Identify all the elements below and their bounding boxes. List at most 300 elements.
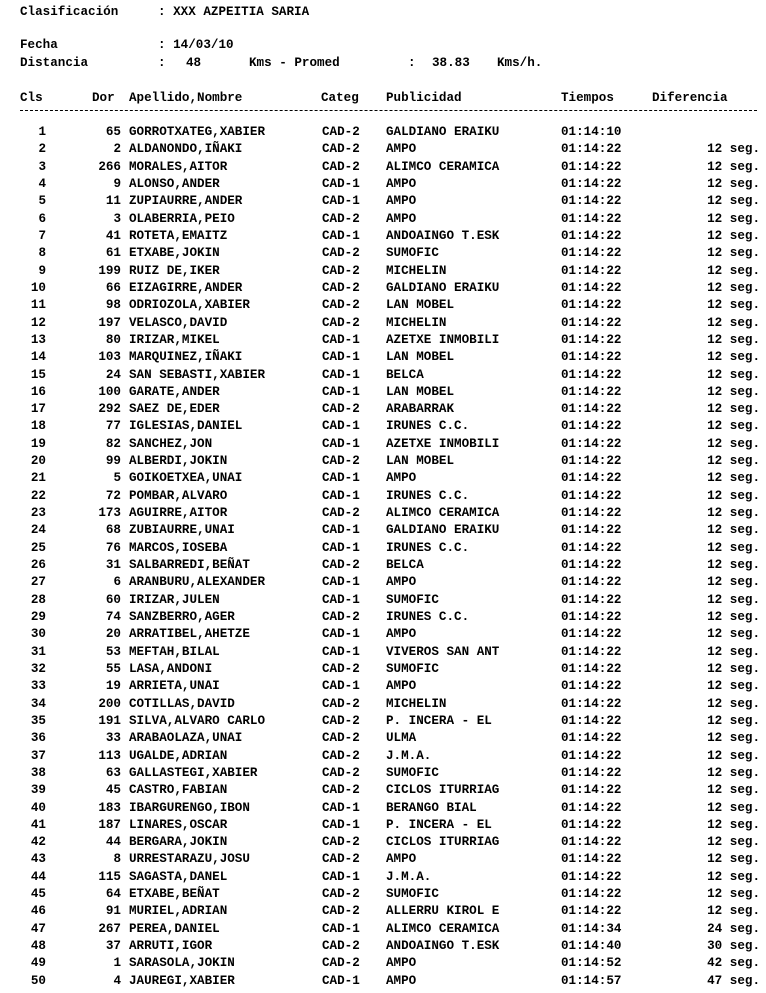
fecha-label: Fecha [20,38,58,52]
dor-cell: 197 [98,315,121,330]
table-row [0,263,766,280]
name-cell: RUIZ DE,IKER [129,263,220,278]
diff-cell: 12 seg. [707,159,760,174]
diff-cell: 12 seg. [707,263,760,278]
time-cell: 01:14:22 [561,471,622,486]
categ-cell: CAD-1 [322,367,360,382]
dor-cell: 41 [105,228,121,243]
name-cell: AGUIRRE,AITOR [129,506,228,520]
col-dor-header: Dor [92,91,115,105]
time-cell: 01:14:22 [561,783,622,798]
categ-cell: CAD-2 [322,402,360,417]
cls-cell: 42 [30,835,46,850]
name-cell: IGLESIAS,DANIEL [129,419,243,434]
categ-cell: CAD-2 [322,783,360,798]
cls-cell: 37 [30,748,46,763]
cls-cell: 44 [30,869,46,884]
clasificacion-label: Clasificación [20,5,119,19]
publicidad-cell: ALIMCO CERAMICA [386,159,500,174]
diff-cell: 12 seg. [707,679,760,694]
name-cell: ARANBURU,ALEXANDER [129,575,266,590]
name-cell: ROTETA,EMAITZ [129,228,228,243]
dor-cell: 98 [105,298,121,313]
categ-cell: CAD-1 [322,228,360,243]
fecha-value: : 14/03/10 [158,38,234,52]
table-row [0,176,766,193]
name-cell: MURIEL,ADRIAN [129,904,228,919]
cls-cell: 3 [38,159,46,174]
dor-cell: 292 [98,402,121,417]
categ-cell: CAD-1 [322,177,360,191]
publicidad-cell: IRUNES C.C. [386,419,470,434]
cls-cell: 25 [30,540,46,555]
publicidad-cell: AMPO [386,852,417,867]
dor-cell: 44 [105,835,121,850]
diff-cell: 12 seg. [707,332,760,347]
categ-cell: CAD-2 [322,852,360,867]
time-cell: 01:14:22 [561,731,622,746]
name-cell: COTILLAS,DAVID [129,696,235,711]
dor-cell: 66 [105,280,121,295]
name-cell: MORALES,AITOR [129,159,228,174]
col-publicidad-header: Publicidad [386,91,462,105]
time-cell: 01:14:22 [561,298,622,313]
publicidad-cell: AMPO [386,575,417,590]
time-cell: 01:14:22 [561,627,622,642]
cls-cell: 45 [30,887,46,902]
diff-cell: 12 seg. [707,558,760,572]
diff-cell: 12 seg. [707,748,760,763]
name-cell: SAGASTA,DANEL [129,869,228,884]
name-cell: ALDANONDO,IÑAKI [129,142,243,157]
time-cell: 01:14:22 [561,887,622,902]
table-row [0,782,766,799]
dor-cell: 45 [105,783,121,798]
categ-cell: CAD-2 [322,748,360,763]
table-row [0,574,766,591]
name-cell: GOIKOETXEA,UNAI [129,471,243,486]
categ-cell: CAD-1 [322,973,360,988]
table-row [0,522,766,539]
table-row [0,834,766,851]
categ-cell: CAD-2 [322,211,360,226]
publicidad-cell: ARABARRAK [386,402,455,417]
cls-cell: 39 [30,783,46,798]
time-cell: 01:14:22 [561,280,622,295]
categ-cell: CAD-2 [322,159,360,174]
table-row [0,488,766,505]
table-row [0,557,766,574]
cls-cell: 4 [38,177,46,191]
publicidad-cell: LAN MOBEL [386,350,455,365]
publicidad-cell: AMPO [386,471,417,486]
time-cell: 01:14:22 [561,661,622,676]
table-row [0,713,766,730]
table-row [0,626,766,643]
name-cell: SAEZ DE,EDER [129,402,220,417]
diff-cell: 12 seg. [707,644,760,659]
col-diferencia-header: Diferencia [652,91,728,105]
diff-cell: 12 seg. [707,471,760,486]
diff-cell: 12 seg. [707,246,760,261]
categ-cell: CAD-2 [322,315,360,330]
publicidad-cell: LAN MOBEL [386,298,455,313]
time-cell: 01:14:22 [561,540,622,555]
dor-cell: 76 [105,540,121,555]
table-row [0,245,766,262]
diff-cell: 12 seg. [707,661,760,676]
dor-cell: 61 [105,246,121,261]
time-cell: 01:14:22 [561,558,622,572]
dor-cell: 99 [105,454,121,469]
time-cell: 01:14:22 [561,454,622,469]
name-cell: LINARES,OSCAR [129,817,228,832]
categ-cell: CAD-1 [322,194,360,209]
cls-cell: 47 [30,921,46,936]
dor-cell: 24 [105,367,121,382]
categ-cell: CAD-2 [322,956,360,971]
table-row [0,505,766,522]
diff-cell: 12 seg. [707,610,760,624]
time-cell: 01:14:22 [561,228,622,243]
kms-label: Kms - Promed [249,56,340,70]
table-row [0,921,766,938]
categ-cell: CAD-2 [322,835,360,850]
name-cell: GARATE,ANDER [129,384,220,399]
publicidad-cell: AZETXE INMOBILI [386,436,500,451]
categ-cell: CAD-2 [322,142,360,157]
dor-cell: 64 [105,887,121,902]
name-cell: OLABERRIA,PEIO [129,211,235,226]
publicidad-cell: MICHELIN [386,696,447,711]
publicidad-cell: ALIMCO CERAMICA [386,921,500,936]
table-row [0,124,766,141]
name-cell: LASA,ANDONI [129,661,213,676]
table-row [0,418,766,435]
diff-cell: 12 seg. [707,488,760,503]
publicidad-cell: AZETXE INMOBILI [386,332,500,347]
cls-cell: 6 [38,211,46,226]
dor-cell: 65 [105,125,121,139]
cls-cell: 32 [30,661,46,676]
table-row [0,592,766,609]
name-cell: VELASCO,DAVID [129,315,228,330]
table-row [0,228,766,245]
diff-cell: 12 seg. [707,194,760,209]
dor-cell: 77 [105,419,121,434]
table-row [0,817,766,834]
table-row [0,436,766,453]
publicidad-cell: MICHELIN [386,263,447,278]
diff-cell: 12 seg. [707,765,760,780]
dor-cell: 53 [105,644,121,659]
diff-cell: 12 seg. [707,592,760,607]
publicidad-cell: AMPO [386,973,417,988]
dor-cell: 5 [113,471,121,486]
cls-cell: 31 [30,644,46,659]
cls-cell: 21 [30,471,46,486]
diff-cell: 12 seg. [707,350,760,365]
name-cell: ALBERDI,JOKIN [129,454,228,469]
time-cell: 01:14:22 [561,402,622,417]
table-row [0,401,766,418]
table-row [0,384,766,401]
cls-cell: 27 [30,575,46,590]
promed-colon: : [408,56,416,70]
time-cell: 01:14:22 [561,696,622,711]
publicidad-cell: VIVEROS SAN ANT [386,644,500,659]
name-cell: ARABAOLAZA,UNAI [129,731,243,746]
diff-cell: 12 seg. [707,575,760,590]
publicidad-cell: AMPO [386,194,417,209]
categ-cell: CAD-2 [322,298,360,313]
time-cell: 01:14:22 [561,159,622,174]
table-row [0,644,766,661]
name-cell: MEFTAH,BILAL [129,644,220,659]
publicidad-cell: BELCA [386,558,424,572]
diff-cell: 12 seg. [707,904,760,919]
diff-cell: 42 seg. [707,956,760,971]
time-cell: 01:14:52 [561,956,622,971]
cls-cell: 1 [38,125,46,139]
dor-cell: 11 [105,194,121,209]
publicidad-cell: P. INCERA - EL [386,817,492,832]
dor-cell: 31 [105,558,121,572]
cls-cell: 24 [30,523,46,538]
diff-cell: 12 seg. [707,869,760,884]
cls-cell: 36 [30,731,46,746]
categ-cell: CAD-2 [322,263,360,278]
publicidad-cell: ANDOAINGO T.ESK [386,228,500,243]
categ-cell: CAD-1 [322,592,360,607]
categ-cell: CAD-2 [322,125,360,139]
name-cell: ALONSO,ANDER [129,177,220,191]
cls-cell: 29 [30,610,46,624]
diff-cell: 12 seg. [707,298,760,313]
table-row [0,349,766,366]
time-cell: 01:14:22 [561,523,622,538]
publicidad-cell: LAN MOBEL [386,454,455,469]
dor-cell: 8 [113,852,121,867]
name-cell: JAUREGI,XABIER [129,973,235,988]
name-cell: IRIZAR,JULEN [129,592,220,607]
table-row [0,280,766,297]
name-cell: IBARGURENGO,IBON [129,800,250,815]
cls-cell: 49 [30,956,46,971]
diff-cell: 12 seg. [707,419,760,434]
cls-cell: 26 [30,558,46,572]
time-cell: 01:14:22 [561,436,622,451]
categ-cell: CAD-1 [322,350,360,365]
dor-cell: 9 [113,177,121,191]
diff-cell: 12 seg. [707,177,760,191]
dor-cell: 74 [105,610,121,624]
table-row [0,800,766,817]
promed-unit: Kms/h. [497,56,543,70]
publicidad-cell: BERANGO BIAL [386,800,477,815]
table-row [0,903,766,920]
time-cell: 01:14:22 [561,384,622,399]
diff-cell: 12 seg. [707,696,760,711]
publicidad-cell: IRUNES C.C. [386,488,470,503]
publicidad-cell: ULMA [386,731,417,746]
fecha-line [0,37,766,54]
dor-cell: 113 [98,748,121,763]
cls-cell: 14 [30,350,46,365]
categ-cell: CAD-1 [322,419,360,434]
diff-cell: 12 seg. [707,540,760,555]
publicidad-cell: AMPO [386,956,417,971]
categ-cell: CAD-2 [322,661,360,676]
cls-cell: 9 [38,263,46,278]
publicidad-cell: AMPO [386,142,417,157]
dor-cell: 72 [105,488,121,503]
table-row [0,609,766,626]
dor-cell: 173 [98,506,121,520]
diff-cell: 12 seg. [707,627,760,642]
cls-cell: 7 [38,228,46,243]
publicidad-cell: ALLERRU KIROL E [386,904,500,919]
dor-cell: 80 [105,332,121,347]
cls-cell: 20 [30,454,46,469]
categ-cell: CAD-1 [322,869,360,884]
table-row [0,453,766,470]
diff-cell: 12 seg. [707,783,760,798]
cls-cell: 38 [30,765,46,780]
diff-cell: 30 seg. [707,939,760,953]
categ-cell: CAD-2 [322,696,360,711]
dor-cell: 183 [98,800,121,815]
cls-cell: 2 [38,142,46,157]
dor-cell: 4 [113,973,121,988]
name-cell: SANCHEZ,JON [129,436,213,451]
cls-cell: 48 [30,939,46,953]
time-cell: 01:14:22 [561,610,622,624]
name-cell: BERGARA,JOKIN [129,835,228,850]
col-categ-header: Categ [321,91,359,105]
name-cell: GALLASTEGI,XABIER [129,765,258,780]
time-cell: 01:14:22 [561,177,622,191]
dor-cell: 19 [105,679,121,694]
categ-cell: CAD-1 [322,627,360,642]
categ-cell: CAD-2 [322,246,360,261]
time-cell: 01:14:22 [561,419,622,434]
cls-cell: 23 [30,506,46,520]
dor-cell: 6 [113,575,121,590]
dor-cell: 20 [105,627,121,642]
table-row [0,193,766,210]
categ-cell: CAD-1 [322,644,360,659]
col-cls-header: Cls [20,91,43,105]
table-row [0,315,766,332]
time-cell: 01:14:22 [561,488,622,503]
cls-cell: 11 [30,298,46,313]
diff-cell: 12 seg. [707,402,760,417]
table-row [0,869,766,886]
cls-cell: 5 [38,194,46,209]
table-row [0,938,766,955]
dor-cell: 199 [98,263,121,278]
header-separator [20,110,757,111]
publicidad-cell: SUMOFIC [386,765,439,780]
table-row [0,540,766,557]
distancia-colon: : [158,56,166,70]
name-cell: ETXABE,BEÑAT [129,887,220,902]
time-cell: 01:14:40 [561,939,622,953]
time-cell: 01:14:22 [561,835,622,850]
diff-cell: 12 seg. [707,436,760,451]
time-cell: 01:14:22 [561,679,622,694]
name-cell: CASTRO,FABIAN [129,783,228,798]
table-row [0,765,766,782]
time-cell: 01:14:22 [561,852,622,867]
diff-cell: 12 seg. [707,852,760,867]
publicidad-cell: GALDIANO ERAIKU [386,280,500,295]
publicidad-cell: MICHELIN [386,315,447,330]
publicidad-cell: CICLOS ITURRIAG [386,835,500,850]
dor-cell: 1 [113,956,121,971]
categ-cell: CAD-2 [322,713,360,728]
distancia-value: 48 [186,56,202,70]
publicidad-cell: SUMOFIC [386,246,439,261]
table-row [0,211,766,228]
name-cell: ARRIETA,UNAI [129,679,220,694]
name-cell: MARCOS,IOSEBA [129,540,228,555]
publicidad-cell: ANDOAINGO T.ESK [386,939,500,953]
categ-cell: CAD-1 [322,488,360,503]
diff-cell: 12 seg. [707,280,760,295]
name-cell: EIZAGIRRE,ANDER [129,280,243,295]
categ-cell: CAD-2 [322,904,360,919]
time-cell: 01:14:22 [561,575,622,590]
publicidad-cell: AMPO [386,627,417,642]
table-row [0,661,766,678]
categ-cell: CAD-2 [322,280,360,295]
promed-value: 38.83 [432,56,470,70]
time-cell: 01:14:22 [561,765,622,780]
publicidad-cell: SUMOFIC [386,592,439,607]
publicidad-cell: GALDIANO ERAIKU [386,523,500,538]
dor-cell: 91 [105,904,121,919]
time-cell: 01:14:22 [561,713,622,728]
name-cell: GORROTXATEG,XABIER [129,125,266,139]
time-cell: 01:14:22 [561,332,622,347]
categ-cell: CAD-1 [322,436,360,451]
dor-cell: 191 [98,713,121,728]
time-cell: 01:14:10 [561,125,622,139]
categ-cell: CAD-1 [322,540,360,555]
cls-cell: 22 [30,488,46,503]
categ-cell: CAD-2 [322,506,360,520]
cls-cell: 46 [30,904,46,919]
diff-cell: 12 seg. [707,228,760,243]
diff-cell: 12 seg. [707,731,760,746]
categ-cell: CAD-1 [322,800,360,815]
publicidad-cell: AMPO [386,679,417,694]
cls-cell: 12 [30,315,46,330]
name-cell: SARASOLA,JOKIN [129,956,235,971]
dor-cell: 63 [105,765,121,780]
dor-cell: 267 [98,921,121,936]
categ-cell: CAD-1 [322,384,360,399]
time-cell: 01:14:22 [561,506,622,520]
table-row [0,730,766,747]
diff-cell: 12 seg. [707,800,760,815]
publicidad-cell: AMPO [386,177,417,191]
time-cell: 01:14:22 [561,748,622,763]
table-row [0,367,766,384]
dor-cell: 2 [113,142,121,157]
